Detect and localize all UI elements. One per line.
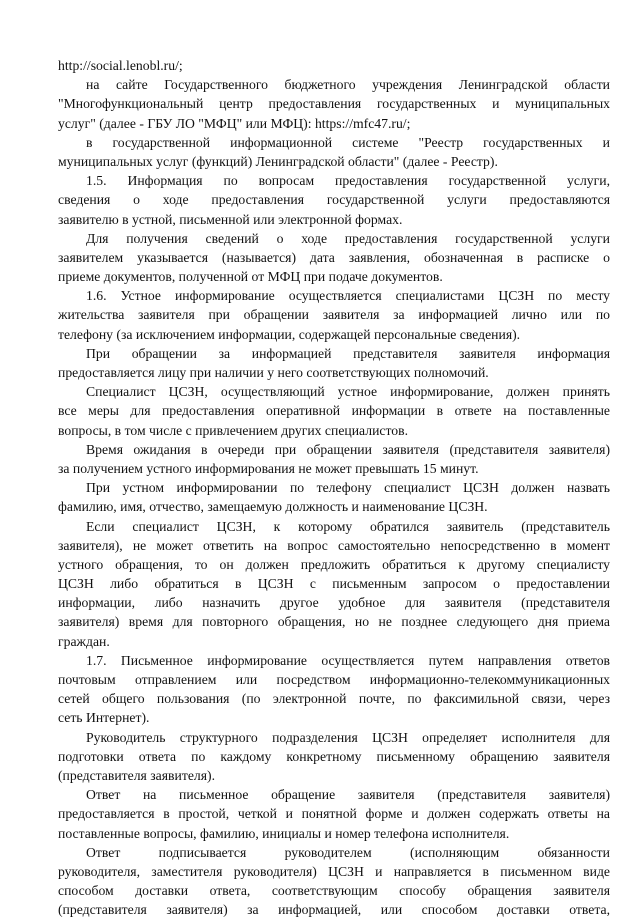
text-line: за получением устного информирования не может превышать 15 минут. <box>58 460 479 476</box>
text-line: заявителем указывается (называется) дата заявления, обозначенная в расписке о <box>58 249 610 265</box>
text-line: Специалист ЦСЗН, осуществляющий устное информирование, должен принять <box>86 384 610 400</box>
text-line: приеме документов, полученной от МФЦ при подаче документов. <box>58 269 443 285</box>
text-line: устного обращения, то он должен предложить обратиться к другому специалисту <box>58 556 610 572</box>
text-line: "Многофункциональный центр предоставления государственных и муниципальных <box>58 96 610 112</box>
text-line: 1.6. Устное информирование осуществляется специалистами ЦСЗН по месту <box>86 288 610 304</box>
text-line: заявителя) время для повторного обращения, но не позднее следующего дня приема <box>58 614 610 630</box>
text-line: Время ожидания в очереди при обращении заявителя (представителя заявителя) <box>86 441 610 457</box>
text-line: ЦСЗН либо обратиться в ЦСЗН с письменным запросом о предоставлении <box>58 576 610 592</box>
text-line: Руководитель структурного подразделения ЦСЗН определяет исполнителя для <box>86 729 610 745</box>
text-line: Ответ подписывается руководителем (исполняющим обязанности <box>86 844 610 860</box>
url-line: http://social.lenobl.ru/; <box>58 58 183 73</box>
text-line: все меры для предоставления оперативной информации в ответе на поставленные <box>58 403 610 419</box>
text-line: Для получения сведений о ходе предоставления государственной услуги <box>86 230 610 246</box>
text-line: руководителя, заместителя руководителя) ЦСЗН и направляется в письменном виде <box>58 863 610 879</box>
text-line: почтовым отправлением или посредством информационно-телекоммуникационных <box>58 672 610 687</box>
text-line: фамилию, имя, отчество, замещаемую должность и наименование ЦСЗН. <box>58 499 488 515</box>
text-line: сеть Интернет). <box>58 710 150 726</box>
text-line: предоставляется лицу при наличии у него соответствующих полномочий. <box>58 365 489 380</box>
text-line: граждан. <box>58 633 110 649</box>
text-line: услуг" (далее - ГБУ ЛО "МФЦ" или МФЦ): https://mfc47.ru/; <box>58 115 411 131</box>
text-line: сведения о ходе предоставления государственной услуги предоставляются <box>58 192 610 208</box>
text-line: При обращении за информацией представителя заявителя информация <box>86 345 610 361</box>
text-line: жительства заявителя при обращении заявителя за информацией лично или по <box>58 307 610 323</box>
text-line: муниципальных услуг (функций) Ленинградской области" (далее - Реестр). <box>58 153 498 169</box>
document-page <box>58 56 610 919</box>
text-line: подготовки ответа по каждому конкретному письменному обращению заявителя <box>58 748 610 764</box>
text-line: Ответ на письменное обращение заявителя (представителя заявителя) <box>86 787 610 803</box>
text-line: заявителя), не может ответить на вопрос самостоятельно непосредственно в момент <box>58 537 610 553</box>
text-line: (представителя заявителя) за информацией, или способом доставки ответа, <box>58 902 610 918</box>
text-line: на сайте Государственного бюджетного учреждения Ленинградской области <box>86 77 610 93</box>
text-line: (представителя заявителя). <box>58 767 216 783</box>
text-line: сетей общего пользования (по электронной почте, по факсимильной связи, через <box>58 691 610 707</box>
text-line: поставленные вопросы, фамилию, инициалы и номер телефона исполнителя. <box>58 825 510 841</box>
text-line: предоставляется в простой, четкой и понятной форме и должен содержать ответы на <box>58 806 610 822</box>
text-line: вопросы, в том числе с привлечением других специалистов. <box>58 422 409 438</box>
text-line: При устном информировании по телефону специалист ЦСЗН должен назвать <box>86 480 610 496</box>
text-line: 1.7. Письменное информирование осуществляется путем направления ответов <box>86 652 610 668</box>
text-line: способом доставки ответа, соответствующим способу обращения заявителя <box>58 883 610 899</box>
text-line: телефону (за исключением информации, содержащей персональные сведения). <box>58 326 521 342</box>
text-line: заявителю в устной, письменной или электронной формах. <box>58 211 403 227</box>
text-line: 1.5. Информация по вопросам предоставления государственной услуги, <box>86 173 610 189</box>
text-line: в государственной информационной системе "Реестр государственных и <box>86 134 610 150</box>
text-line: Если специалист ЦСЗН, к которому обратился заявитель (представитель <box>86 518 610 534</box>
text-line: информации, либо назначить другое удобное для заявителя (представителя <box>58 595 610 611</box>
